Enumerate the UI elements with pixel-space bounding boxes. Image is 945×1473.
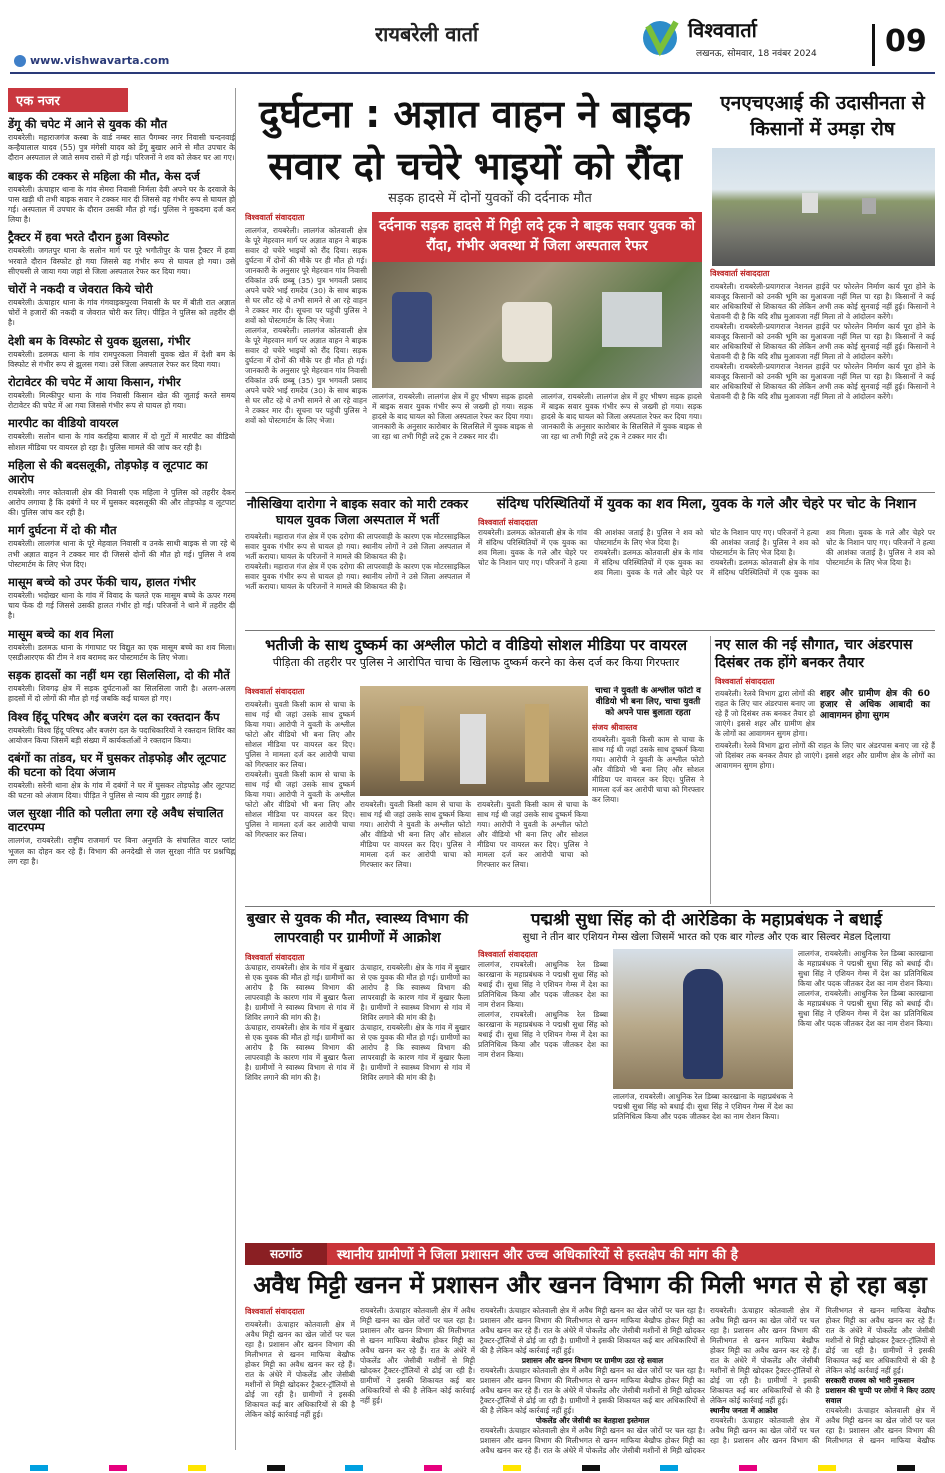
website-link[interactable]: www.vishwavarta.com [14, 54, 274, 70]
sidebar-news-headline: मारपीट का वीडियो वायरल [8, 416, 119, 431]
paper-name: विश्ववार्ता [688, 18, 757, 42]
band-text: स्थानीय ग्रामीणों ने जिला प्रशासन और उच्च अधिकारियों से हस्तक्षेप की मांग की है [337, 1247, 738, 1263]
sidebar-news-text: रायबरेली। जगतपुर थाना के सलोन मार्ग पर पूरे भगौतीपुर के पास ट्रैक्टर में हवा भरवाते दौरान विस्फोट हो गया जिससे वह गंभीर रूप से घायल हो गया। उसे सीएचसी ले जाया गया जहां से जिला अस्पताल रेफर कर दिया गया। [8, 246, 235, 276]
police-arrest-photo [360, 686, 588, 796]
sudha-singh-story: पद्मश्री सुधा सिंह को दी आरेडिका के महाप्रबंधक ने बधाई सुधा ने तीन बार एशियन गेम्स खेला जिसमें भारत को एक बार गोल्ड और एक बार सिल्वर मेडल दिलाया विश्ववार्ता संवाददाता लालगंज, रायबरेली। आधुनिक रेल डिब्बा कारखाना के महाप्रबंधक ने पद्मश्री सुधा सिंह को बधाई दी। सुधा सिंह ने एशियन गेम्स में देश का प्रतिनिधित्व किया और पदक जीतकर देश का नाम रोशन किया। लालगंज, रायबरेली। आधुनिक रेल डिब्बा कारखाना के महाप्रबंधक ने पद्मश्री सुधा सिंह को बधाई दी। सुधा सिंह ने एशियन गेम्स में देश का प्रतिनिधित्व किया और पदक जीतकर देश का नाम रोशन किया। लालगंज, रायबरेली। आधुनिक रेल डिब्बा कारखाना के महाप्रबंधक ने पद्मश्री सुधा सिंह को बधाई दी। सुधा सिंह ने एशियन गेम्स में देश का प्रतिनिधित्व किया और पदक जीतकर देश का नाम रोशन किया। लालगंज, रायबरेली। आधुनिक रेल डिब्बा कारखाना के महाप्रबंधक ने पद्मश्री सुधा सिंह को बधाई दी। सुधा सिंह ने एशियन गेम्स में देश का प्रतिनिधित्व किया और पदक जीतकर देश का नाम रोशन किया। लालगंज, रायबरेली। आधुनिक रेल डिब्बा कारखाना के महाप्रबंधक ने पद्मश्री सुधा सिंह को बधाई दी। सुधा सिंह ने एशियन गेम्स में देश का प्रतिनिधित्व किया और पदक जीतकर देश का नाम रोशन किया। [478, 910, 933, 1121]
sidebar-news-text: रायबरेली। सरेनी थाना क्षेत्र के गांव में दबंगों ने घर में घुसकर तोड़फोड़ और लूटपाट की घटना को अंजाम दिया। पीड़ित ने पुलिस से न्याय की गुहार लगाई है। [8, 780, 235, 801]
sidebar-news-text: रायबरेली। विश्व हिंदू परिषद और बजरंग दल के पदाधिकारियों ने रक्तदान शिविर का आयोजन किया जिसमें बड़ी संख्या में कार्यकर्ताओं ने रक्तदान किया। [8, 725, 235, 745]
newspaper-logo [640, 14, 865, 70]
saathgaanth-band [245, 1243, 935, 1265]
truck-accident-body: लालगंज, रायबरेली। लालगंज क्षेत्र में हुए भीषण सड़क हादसे में बाइक सवार युवक गंभीर रूप से जख्मी हो गया। सड़क हादसे के बाद घायल को जिला अस्पताल रेफर कर दिया गया। जानकारी के अनुसार कारोबार के सिलसिले में युवक बाइक से जा रहा था तभी गिट्टी लदे ट्रक ने टक्कर मार दी। लालगंज, रायबरेली। लालगंज क्षेत्र में हुए भीषण सड़क हादसे में बाइक सवार युवक गंभीर रूप से जख्मी हो गया। सड़क हादसे के बाद घायल को जिला अस्पताल रेफर कर दिया गया। जानकारी के अनुसार कारोबार के सिलसिले में युवक बाइक से जा रहा था तभी गिट्टी लदे ट्रक ने टक्कर मार दी। [372, 392, 702, 441]
sidebar-news-text: रायबरेली। नगर कोतवाली क्षेत्र की निवासी एक महिला ने पुलिस को तहरीर देकर आरोप लगाया है कि दबंगों ने घर में घुसकर बदसलूकी की और तोड़फोड़ व लूटपाट की। पुलिस जांच कर रही है। [8, 487, 235, 518]
sidebar-news-text: रायबरेली। लालगंज थाना के पूरे मेहवाल निवासी व उनके साथी बाइक से जा रहे थे तभी अज्ञात वाहन ने टक्कर मार दी जिससे दोनों की मौत हो गई। पुलिस ने शव पोस्टमार्टम के लिए भेज दिए। [8, 539, 235, 569]
ek-nazar-sidebar [8, 88, 236, 1450]
sidebar-news-text: रायबरेली। मिल्कीपुर थाना के गांव निवासी किसान खेत की जुताई करते समय रोटावेटर की चपेट में आ गया जिससे गंभीर रूप से घायल हो गया। [8, 391, 235, 411]
body-found-story: संदिग्ध परिस्थितियों में युवक का शव मिला, युवक के गले और चेहरे पर चोट के निशान विश्ववार्ता संवाददाता रायबरेली। डलमऊ कोतवाली क्षेत्र के गांव में संदिग्ध परिस्थितियों में एक युवक का शव मिला। युवक के गले और चेहरे पर चोट के निशान पाए गए। परिजनों ने हत्या की आशंका जताई है। पुलिस ने शव को पोस्टमार्टम के लिए भेज दिया है। रायबरेली। डलमऊ कोतवाली क्षेत्र के गांव में संदिग्ध परिस्थितियों में एक युवक का शव मिला। युवक के गले और चेहरे पर चोट के निशान पाए गए। परिजनों ने हत्या की आशंका जताई है। पुलिस ने शव को पोस्टमार्टम के लिए भेज दिया है। रायबरेली। डलमऊ कोतवाली क्षेत्र के गांव में संदिग्ध परिस्थितियों में एक युवक का शव मिला। युवक के गले और चेहरे पर चोट के निशान पाए गए। परिजनों ने हत्या की आशंका जताई है। पुलिस ने शव को पोस्टमार्टम के लिए भेज दिया है। [478, 496, 935, 577]
sidebar-news-text: रायबरेली। महाराजगंज कस्बा के वार्ड नम्बर सात पैगम्बर नगर निवासी चन्दनवाई कन्हैयालाल यादव (55) पुत्र मंगेसी यादव को डेंगू बुखार आने से मौत उपचार के दौरान अस्पताल ले जाते समय रास्ते में हो गई। परिजनों ने शव को लेकर घर आ गए। [8, 133, 235, 163]
sidebar-tag: एक नजर [8, 88, 128, 112]
dateline: लखनऊ, सोमवार, 18 नवंबर 2024 [696, 49, 817, 59]
story3-head: भतीजी के साथ दुष्कर्म का अश्लील फोटो व वीडियो सोशल मीडिया पर वायरल पीड़िता की तहरीर पर पुलिस ने आरोपित चाचा के खिलाफ दुष्कर्म करने का केस दर्ज कर किया गिरफ्तार [264, 636, 688, 669]
sidebar-news-text: रायबरेली। भदोखर थाना के गांव में विवाद के चलते एक मासूम बच्चे के ऊपर गरम चाय फेंक दी गई जिससे उसकी हालत गंभीर हो गई। परिजनों ने थाने में तहरीर दी है। [8, 591, 235, 621]
mining-headline: अवैध मिट्टी खनन में प्रशासन और खनन विभाग की मिली भगत से हो रहा बड़ा [253, 1271, 927, 1299]
fever-story: बुखार से युवक की मौत, स्वास्थ्य विभाग की लापरवाही पर ग्रामीणों में आक्रोश विश्ववार्ता संवाददाता ऊंचाहार, रायबरेली। क्षेत्र के गांव में बुखार से एक युवक की मौत हो गई। ग्रामीणों का आरोप है कि स्वास्थ्य विभाग की लापरवाही के कारण गांव में बुखार फैला है। ग्रामीणों ने स्वास्थ्य विभाग से गांव में शिविर लगाने की मांग की है। ऊंचाहार, रायबरेली। क्षेत्र के गांव में बुखार से एक युवक की मौत हो गई। ग्रामीणों का आरोप है कि स्वास्थ्य विभाग की लापरवाही के कारण गांव में बुखार फैला है। ग्रामीणों ने स्वास्थ्य विभाग से गांव में शिविर लगाने की मांग की है। ऊंचाहार, रायबरेली। क्षेत्र के गांव में बुखार से एक युवक की मौत हो गई। ग्रामीणों का आरोप है कि स्वास्थ्य विभाग की लापरवाही के कारण गांव में बुखार फैला है। ग्रामीणों ने स्वास्थ्य विभाग से गांव में शिविर लगाने की मांग की है। ऊंचाहार, रायबरेली। क्षेत्र के गांव में बुखार से एक युवक की मौत हो गई। ग्रामीणों का आरोप है कि स्वास्थ्य विभाग की लापरवाही के कारण गांव में बुखार फैला है। ग्रामीणों ने स्वास्थ्य विभाग से गांव में शिविर लगाने की मांग की है। [245, 911, 470, 1082]
story3-side: चाचा ने युवती के अश्लील फोटो व वीडियो भी बना लिए, चाचा युवती को अपने पास बुलाता रहता संजय श्रीवास्तव रायबरेली। युवती किसी काम से चाचा के साथ गई थी जहां उसके साथ दुष्कर्म किया गया। आरोपी ने युवती के अश्लील फोटो और वीडियो भी बना लिए और सोशल मीडिया पर वायरल कर दिए। पुलिस ने मामला दर्ज कर आरोपी चाचा को गिरफ्तार कर लिया। [592, 686, 704, 904]
sidebar-news-text: रायबरेली। ऊंचाहार थाना के गांव सेमरा निवासी निर्मला देवी अपने घर के दरवाजे के पास खड़ी थी तभी बाइक सवार ने टक्कर मार दी जिससे वह गंभीर रूप से घायल हो गई। अस्पताल में उपचार के दौरान उसकी मौत हो गई। पुलिस ने मुकदमा दर्ज कर लिया है। [8, 184, 235, 225]
sidebar-news-headline: मासूम बच्चे का शव मिला [8, 626, 114, 641]
truck-accident-headline: दर्दनाक सड़क हादसे में गिट्टी लदे ट्रक ने बाइक सवार युवक को रौंदा, गंभीर अवस्था में जिला अस्पताल रेफर [372, 212, 702, 262]
story3-body: विश्ववार्ता संवाददाता रायबरेली। युवती किसी काम से चाचा के साथ गई थी जहां उसके साथ दुष्कर्म किया गया। आरोपी ने युवती के अश्लील फोटो और वीडियो भी बना लिए और सोशल मीडिया पर वायरल कर दिए। पुलिस ने मामला दर्ज कर आरोपी चाचा को गिरफ्तार कर लिया। रायबरेली। युवती किसी काम से चाचा के साथ गई थी जहां उसके साथ दुष्कर्म किया गया। आरोपी ने युवती के अश्लील फोटो और वीडियो भी बना लिए और सोशल मीडिया पर वायरल कर दिए। पुलिस ने मामला दर्ज कर आरोपी चाचा को गिरफ्तार कर लिया। [245, 687, 355, 839]
mining-col2: रायबरेली। ऊंचाहार कोतवाली क्षेत्र में अवैध मिट्टी खनन का खेल जोरों पर चल रहा है। प्रशासन और खनन विभाग की मिलीभगत से खनन माफिया बेखौफ होकर मिट्टी का अवैध खनन कर रहे हैं। रात के अंधेरे में पोकलेंड और जेसीबी मशीनों से मिट्टी खोदकर ट्रैक्टर-ट्रॉलियों से ढोई जा रही है। ग्रामीणों ने इसकी शिकायत कई बार अधिकारियों से की है लेकिन कोई कार्रवाई नहीं हुई। [360, 1306, 475, 1405]
story3-body-2: रायबरेली। युवती किसी काम से चाचा के साथ गई थी जहां उसके साथ दुष्कर्म किया गया। आरोपी ने युवती के अश्लील फोटो और वीडियो भी बना लिए और सोशल मीडिया पर वायरल कर दिए। पुलिस ने मामला दर्ज कर आरोपी चाचा को गिरफ्तार कर लिया। रायबरेली। युवती किसी काम से चाचा के साथ गई थी जहां उसके साथ दुष्कर्म किया गया। आरोपी ने युवती के अश्लील फोटो और वीडियो भी बना लिए और सोशल मीडिया पर वायरल कर दिए। पुलिस ने मामला दर्ज कर आरोपी चाचा को गिरफ्तार कर लिया। [360, 800, 588, 869]
section-title: रायबरेली वार्ता [375, 22, 479, 46]
sudha-singh-photo [613, 949, 793, 1089]
sidebar-news-headline: मासूम बच्चे को उपर फेंकी चाय, हालत गंभीर [8, 575, 196, 590]
sidebar-news-headline: सड़क हादसों का नहीं थम रहा सिलसिला, दो की मौतें [8, 668, 230, 683]
sidebar-news-text: रायबरेली। डलमऊ थाना के गंगाघाट पर विद्युत का एक मासूम बच्चे का शव मिला। एसडीआरएफ की टीम ने शव बरामद कर पोस्टमार्टम के लिए भेजा। [8, 642, 235, 662]
sidebar-news-headline: मार्ग दुर्घटना में दो की मौत [8, 523, 117, 538]
underpass-story: नए साल की नई सौगात, चार अंडरपास दिसंबर तक होंगे बनकर तैयार विश्ववार्ता संवाददाता रायबरेली। रेलवे विभाग द्वारा लोगों की राहत के लिए चार अंडरपास बनाए जा रहे हैं जो दिसंबर तक बनकर तैयार हो जाएंगे। इससे शहर और ग्रामीण क्षेत्र के लोगों का आवागमन सुगम होगा। शहर और ग्रामीण क्षेत्र की 60 हजार से अधिक आबादी का आवागमन होगा सुगम रायबरेली। रेलवे विभाग द्वारा लोगों की राहत के लिए चार अंडरपास बनाए जा रहे हैं जो दिसंबर तक बनकर तैयार हो जाएंगे। इससे शहर और ग्रामीण क्षेत्र के लोगों का आवागमन सुगम होगा। [710, 636, 935, 904]
nhai-headline: एनएचएआई की उदासीनता से किसानों में उमड़ा रोष [720, 92, 925, 140]
globe-logo-icon [640, 18, 684, 58]
accident-photo [372, 262, 702, 388]
lead-headline: दुर्घटना : अज्ञात वाहन ने बाइक सवार दो चचेरे भाइयों को रौंदा [259, 92, 691, 188]
print-color-strip [0, 1462, 945, 1473]
sidebar-news-headline: महिला से की बदसलूकी, तोड़फोड़ व लूटपाट का आरोप [8, 457, 208, 486]
sidebar-news-headline: रोटावेटर की चपेट में आया किसान, गंभीर [8, 375, 181, 390]
sidebar-news-headline: दबंगों का तांडव, घर में घुसकर तोड़फोड़ और लूटपाट की घटना को दिया अंजाम [8, 750, 226, 779]
mining-col4: रायबरेली। ऊंचाहार कोतवाली क्षेत्र में अवैध मिट्टी खनन का खेल जोरों पर चल रहा है। प्रशासन और खनन विभाग की मिलीभगत से खनन माफिया बेखौफ होकर मिट्टी का अवैध खनन कर रहे हैं। रात के अंधेरे में पोकलेंड और जेसीबी मशीनों से मिट्टी खोदकर ट्रैक्टर-ट्रॉलियों से ढोई जा रही है। ग्रामीणों ने इसकी शिकायत कई बार अधिकारियों से की है लेकिन कोई कार्रवाई नहीं हुई। स्थानीय जनता में आक्रोश रायबरेली। ऊंचाहार कोतवाली क्षेत्र में अवैध मिट्टी खनन का खेल जोरों पर चल रहा है। प्रशासन और खनन विभाग की मिलीभगत से खनन माफिया बेखौफ होकर मिट्टी का अवैध खनन कर रहे हैं। रात के अंधेरे में पोकलेंड और जेसीबी मशीनों से मिट्टी खोदकर ट्रैक्टर-ट्रॉलियों से ढोई जा रही है। ग्रामीणों ने इसकी शिकायत कई बार अधिकारियों से की है लेकिन कोई कार्रवाई नहीं हुई। सरकारी राजस्व को भारी नुकसान प्रशासन की चुप्पी पर लोगों ने किए उठाए सवाल रायबरेली। ऊंचाहार कोतवाली क्षेत्र में अवैध मिट्टी खनन का खेल जोरों पर चल रहा है। प्रशासन और खनन विभाग की मिलीभगत से खनन माफिया बेखौफ [710, 1306, 935, 1445]
sidebar-news-text: रायबरेली। ऊंचाहार थाना के गांव गंगवाइकपुरवा निवासी के घर में बीती रात अज्ञात चोरों ने हजारों की नकदी व जेवरात चोरी कर लिए। पीड़ित ने पुलिस को तहरीर दी है। [8, 298, 235, 328]
sidebar-news-headline: जल सुरक्षा नीति को पलीता लगा रहे अवैध संचालित वाटरपम्प [8, 806, 224, 835]
page-number: 09 [872, 24, 927, 66]
sidebar-news-headline: बाइक की टक्कर से महिला की मौत, केस दर्ज [8, 168, 200, 183]
sidebar-news-text: लालगंज, रायबरेली। राष्ट्रीय राजमार्ग पर बिना अनुमति के संचालित वाटर प्लांट भूजल का दोहन कर रहे हैं। विभाग की अनदेखी से जल सुरक्षा नीति पर प्रश्नचिह्न लग रहा है। [8, 836, 235, 866]
lead-body: विश्ववार्ता संवाददाता लालगंज, रायबरेली। लालगंज कोतवाली क्षेत्र के पूरे मेहरवान मार्ग पर अज्ञात वाहन ने बाइक सवार दो चचेरे भाइयों को रौंद दिया। सड़क दुर्घटना में दोनों की मौके पर ही मौत हो गई। जानकारी के अनुसार पूरे मेहरवान गांव निवासी रविकांत उर्फ छब्बू (35) पुत्र भगवती प्रसाद अपने चचेरे भाई रामदेव (30) के साथ बाइक से घर लौट रहे थे तभी सामने से आ रहे वाहन ने टक्कर मार दी। सूचना पर पहुंची पुलिस ने शवों को पोस्टमार्टम के लिए भेजा। लालगंज, रायबरेली। लालगंज कोतवाली क्षेत्र के पूरे मेहरवान मार्ग पर अज्ञात वाहन ने बाइक सवार दो चचेरे भाइयों को रौंद दिया। सड़क दुर्घटना में दोनों की मौके पर ही मौत हो गई। जानकारी के अनुसार पूरे मेहरवान गांव निवासी रविकांत उर्फ छब्बू (35) पुत्र भगवती प्रसाद अपने चचेरे भाई रामदेव (30) के साथ बाइक से घर लौट रहे थे तभी सामने से आ रहे वाहन ने टक्कर मार दी। सूचना पर पहुंची पुलिस ने शवों को पोस्टमार्टम के लिए भेजा। [245, 213, 367, 425]
sidebar-news-headline: विश्व हिंदू परिषद और बजरंग दल का रक्तदान कैंप [8, 709, 220, 724]
divider [10, 72, 935, 74]
mining-col3: रायबरेली। ऊंचाहार कोतवाली क्षेत्र में अवैध मिट्टी खनन का खेल जोरों पर चल रहा है। प्रशासन और खनन विभाग की मिलीभगत से खनन माफिया बेखौफ होकर मिट्टी का अवैध खनन कर रहे हैं। रात के अंधेरे में पोकलेंड और जेसीबी मशीनों से मिट्टी खोदकर ट्रैक्टर-ट्रॉलियों से ढोई जा रही है। ग्रामीणों ने इसकी शिकायत कई बार अधिकारियों से की है लेकिन कोई कार्रवाई नहीं हुई। प्रशासन और खनन विभाग पर ग्रामीण उठा रहे सवाल रायबरेली। ऊंचाहार कोतवाली क्षेत्र में अवैध मिट्टी खनन का खेल जोरों पर चल रहा है। प्रशासन और खनन विभाग की मिलीभगत से खनन माफिया बेखौफ होकर मिट्टी का अवैध खनन कर रहे हैं। रात के अंधेरे में पोकलेंड और जेसीबी मशीनों से मिट्टी खोदकर ट्रैक्टर-ट्रॉलियों से ढोई जा रही है। ग्रामीणों ने इसकी शिकायत कई बार अधिकारियों से की है लेकिन कोई कार्रवाई नहीं हुई। पोकलेंड और जेसीबी का बेतहाशा इस्तेमाल रायबरेली। ऊंचाहार कोतवाली क्षेत्र में अवैध मिट्टी खनन का खेल जोरों पर चल रहा है। प्रशासन और खनन विभाग की मिलीभगत से खनन माफिया बेखौफ होकर मिट्टी का अवैध खनन कर रहे हैं। रात के अंधेरे में पोकलेंड और जेसीबी मशीनों से मिट्टी खोदकर [480, 1306, 705, 1454]
highway-photo [712, 148, 935, 266]
lead-subheadline: सड़क हादसे में दोनों युवकों की दर्दनाक मौत [388, 191, 592, 206]
mining-col1: विश्ववार्ता संवाददाता रायबरेली। ऊंचाहार कोतवाली क्षेत्र में अवैध मिट्टी खनन का खेल जोरों पर चल रहा है। प्रशासन और खनन विभाग की मिलीभगत से खनन माफिया बेखौफ होकर मिट्टी का अवैध खनन कर रहे हैं। रात के अंधेरे में पोकलेंड और जेसीबी मशीनों से मिट्टी खोदकर ट्रैक्टर-ट्रॉलियों से ढोई जा रही है। ग्रामीणों ने इसकी शिकायत कई बार अधिकारियों से की है लेकिन कोई कार्रवाई नहीं हुई। [245, 1307, 355, 1419]
band-tag: सठगांठ [245, 1243, 327, 1265]
sidebar-news-text: रायबरेली। शिवगढ़ क्षेत्र में सड़क दुर्घटनाओं का सिलसिला जारी है। अलग-अलग हादसों में दो लोगों की मौत हो गई जबकि कई घायल हो गए। [8, 684, 235, 704]
daroga-story: नौसिखिया दारोगा ने बाइक सवार को मारी टक्कर घायल युवक जिला अस्पताल में भर्ती रायबरेली। महाराज गंज क्षेत्र में एक दरोगा की लापरवाही के कारण एक मोटरसाइकिल सवार युवक गंभीर रूप से घायल हो गया। स्थानीय लोगों ने उसे जिला अस्पताल में भर्ती कराया। घायल के परिजनों ने मामले की शिकायत की है। रायबरेली। महाराज गंज क्षेत्र में एक दरोगा की लापरवाही के कारण एक मोटरसाइकिल सवार युवक गंभीर रूप से घायल हो गया। स्थानीय लोगों ने उसे जिला अस्पताल में भर्ती कराया। घायल के परिजनों ने मामले की शिकायत की है। [245, 496, 470, 591]
ie-icon [14, 55, 26, 67]
nhai-body: विश्ववार्ता संवाददाता रायबरेली। रायबरेली-प्रयागराज नेशनल हाईवे पर फोरलेन निर्माण कार्य पूरा होने के बावजूद किसानों को उनकी भूमि का मुआवजा नहीं मिल पा रहा है। किसानों ने कई बार अधिकारियों से शिकायत की लेकिन अभी तक कोई सुनवाई नहीं हुई। किसानों ने चेतावनी दी है कि यदि शीघ्र मुआवजा नहीं मिला तो वे आंदोलन करेंगे। रायबरेली। रायबरेली-प्रयागराज नेशनल हाईवे पर फोरलेन निर्माण कार्य पूरा होने के बावजूद किसानों को उनकी भूमि का मुआवजा नहीं मिल पा रहा है। किसानों ने कई बार अधिकारियों से शिकायत की लेकिन अभी तक कोई सुनवाई नहीं हुई। किसानों ने चेतावनी दी है कि यदि शीघ्र मुआवजा नहीं मिला तो वे आंदोलन करेंगे। रायबरेली। रायबरेली-प्रयागराज नेशनल हाईवे पर फोरलेन निर्माण कार्य पूरा होने के बावजूद किसानों को उनकी भूमि का मुआवजा नहीं मिल पा रहा है। किसानों ने कई बार अधिकारियों से शिकायत की लेकिन अभी तक कोई सुनवाई नहीं हुई। किसानों ने चेतावनी दी है कि यदि शीघ्र मुआवजा नहीं मिला तो वे आंदोलन करेंगे। [710, 269, 935, 401]
sidebar-news-headline: डेंगू की चपेट में आने से युवक की मौत [8, 117, 167, 131]
sidebar-news-text: रायबरेली। डलमऊ थाना के गांव रामपुरकला निवासी युवक खेत में देशी बम के विस्फोट से गंभीर रूप से झुलस गया। उसे जिला अस्पताल रेफर कर दिया गया। [8, 349, 235, 369]
sidebar-news-headline: देशी बम के विस्फोट से युवक झुलसा, गंभीर [8, 333, 191, 348]
sidebar-news-headline: चोरों ने नकदी व जेवरात किये चोरी [8, 282, 153, 297]
sidebar-news-text: रायबरेली। सलोन थाना के गांव करहिया बाजार में दो गुटों में मारपीट का वीडियो सोशल मीडिया पर वायरल हो रहा है। पुलिस मामले की जांच कर रही है। [8, 432, 235, 452]
sidebar-news-headline: ट्रैक्टर में हवा भरते दौरान हुआ विस्फोट [8, 230, 169, 245]
